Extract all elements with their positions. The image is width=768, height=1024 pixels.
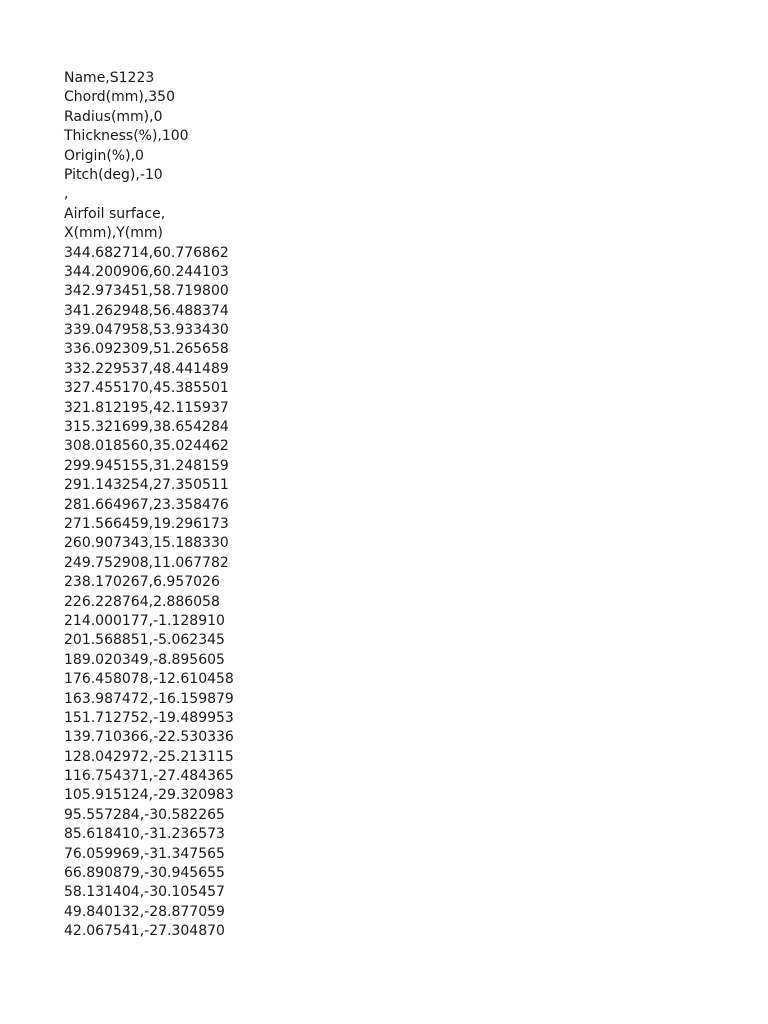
- coordinate-row: 271.566459,19.296173: [64, 515, 229, 532]
- coordinate-row: 58.131404,-30.105457: [64, 884, 225, 901]
- coordinate-row: 49.840132,-28.877059: [64, 903, 225, 920]
- coordinate-row: 291.143254,27.350511: [64, 477, 229, 494]
- coordinate-row: 42.067541,-27.304870: [64, 923, 225, 940]
- coordinate-row: 308.018560,35.024462: [64, 438, 229, 455]
- coordinate-row: 214.000177,-1.128910: [64, 612, 225, 629]
- coordinate-row: 85.618410,-31.236573: [64, 826, 225, 843]
- header-line: Airfoil surface,: [64, 205, 166, 222]
- coordinate-row: 176.458078,-12.610458: [64, 671, 234, 688]
- coordinate-row: 76.059969,-31.347565: [64, 845, 225, 862]
- coordinate-row: 66.890879,-30.945655: [64, 865, 225, 882]
- coordinate-row: 226.228764,2.886058: [64, 593, 220, 610]
- coordinate-row: 344.200906,60.244103: [64, 263, 229, 280]
- airfoil-data-text: [64, 69, 234, 942]
- coordinate-row: 249.752908,11.067782: [64, 554, 229, 571]
- header-line: ,: [64, 186, 69, 203]
- coordinate-row: 332.229537,48.441489: [64, 360, 229, 377]
- coordinate-row: 189.020349,-8.895605: [64, 651, 225, 668]
- coordinate-row: 281.664967,23.358476: [64, 496, 229, 513]
- coordinate-row: 339.047958,53.933430: [64, 322, 229, 339]
- coordinate-row: 321.812195,42.115937: [64, 399, 229, 416]
- header-line: Radius(mm),0: [64, 108, 163, 125]
- coordinate-row: 238.170267,6.957026: [64, 574, 220, 591]
- header-line: Name,S1223: [64, 70, 155, 86]
- coordinate-row: 341.262948,56.488374: [64, 302, 229, 319]
- header-line: Chord(mm),350: [64, 89, 175, 106]
- coordinate-row: 116.754371,-27.484365: [64, 768, 234, 785]
- coordinate-row: 342.973451,58.719800: [64, 283, 229, 300]
- header-line: X(mm),Y(mm): [64, 225, 163, 242]
- coordinate-row: 336.092309,51.265658: [64, 341, 229, 358]
- coordinate-row: 201.568851,-5.062345: [64, 632, 225, 649]
- coordinate-row: 344.682714,60.776862: [64, 244, 229, 261]
- coordinate-row: 128.042972,-25.213115: [64, 748, 234, 765]
- coordinate-row: 139.710366,-22.530336: [64, 729, 234, 746]
- coordinate-row: 163.987472,-16.159879: [64, 690, 234, 707]
- coordinate-row: 327.455170,45.385501: [64, 380, 229, 397]
- header-line: Origin(%),0: [64, 147, 144, 164]
- coordinate-row: 299.945155,31.248159: [64, 457, 229, 474]
- header-line: Thickness(%),100: [64, 128, 189, 145]
- coordinate-row: 260.907343,15.188330: [64, 535, 229, 552]
- coordinate-row: 105.915124,-29.320983: [64, 787, 234, 804]
- coordinate-row: 315.321699,38.654284: [64, 419, 229, 436]
- coordinate-row: 95.557284,-30.582265: [64, 806, 225, 823]
- header-line: Pitch(deg),-10: [64, 166, 163, 183]
- coordinate-row: 151.712752,-19.489953: [64, 709, 234, 726]
